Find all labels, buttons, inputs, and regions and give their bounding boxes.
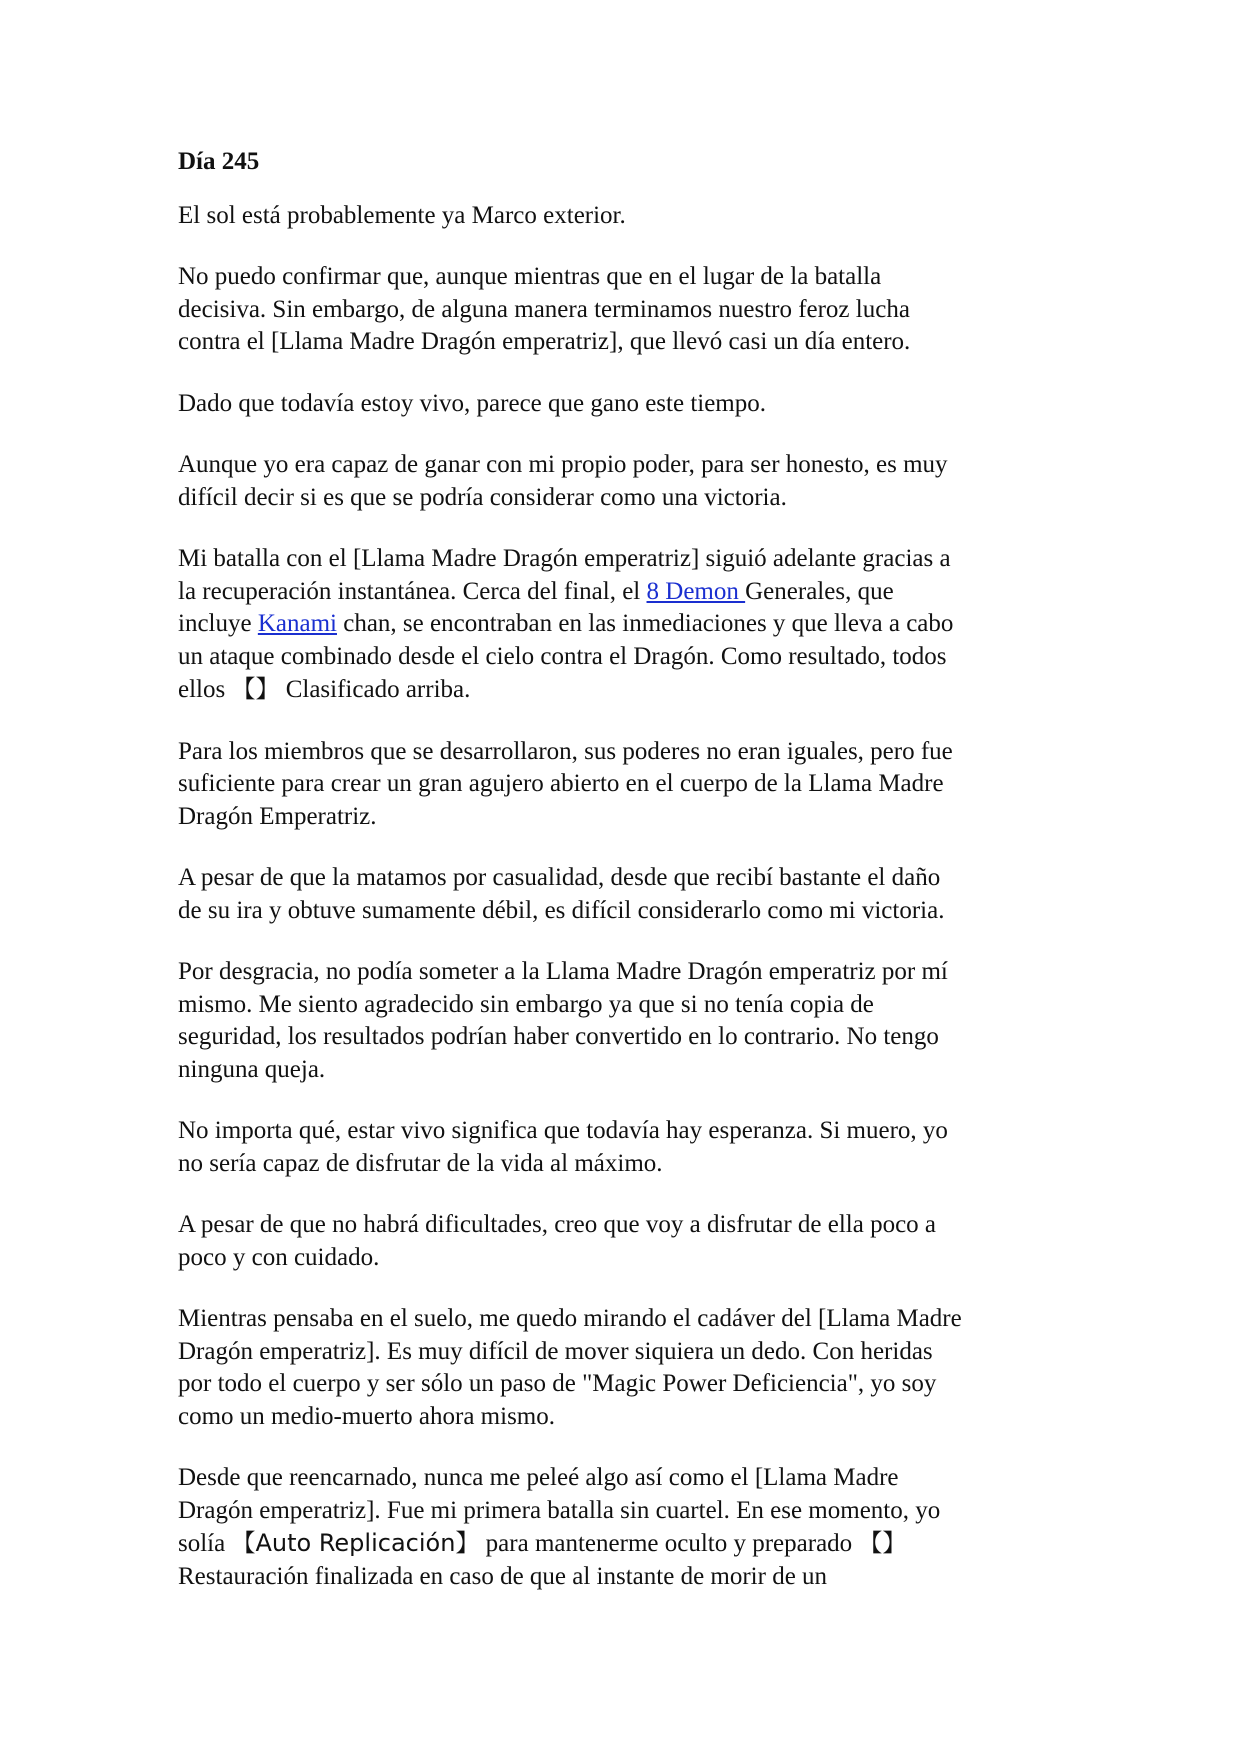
paragraph-line: suficiente para crear un gran agujero abierto en el cuerpo de la Llama Madre [178, 770, 944, 797]
paragraph-line: Restauración finalizada en caso de que al instante de morir de un [178, 1562, 828, 1590]
paragraph-line: difícil decir si es que se podría considerar como una victoria. [178, 483, 787, 511]
paragraph-1 [178, 200, 1078, 233]
paragraph-3 [178, 388, 1078, 421]
paragraph-9 [178, 1115, 1078, 1180]
paragraph-line: no sería capaz de disfrutar de la vida al máximo. [178, 1149, 663, 1177]
paragraph-line: Dragón emperatriz]. Es muy difícil de mover siquiera un dedo. Con heridas [178, 1337, 933, 1365]
paragraph-line: A pesar de que no habrá dificultades, creo que voy a disfrutar de ella poco a [178, 1211, 937, 1238]
paragraph-line: A pesar de que la matamos por casualidad, desde que recibí bastante el daño [178, 864, 941, 891]
text-segment: solía [178, 1530, 232, 1557]
document-page [178, 146, 1078, 1622]
paragraph-line: Mientras pensaba en el suelo, me quedo mirando el cadáver del [Llama Madre [178, 1305, 962, 1332]
paragraph-line [178, 1527, 1078, 1561]
text-segment: para mantenerme oculto y preparado [479, 1530, 859, 1557]
paragraph-line: No puedo confirmar que, aunque mientras que en el lugar de la batalla [178, 263, 882, 290]
paragraph-line: como un medio-muerto ahora mismo. [178, 1402, 556, 1430]
bracket-glyph: 【Auto Replicación】 [231, 1529, 480, 1557]
paragraph-line: Dragón Emperatriz. [178, 802, 377, 830]
text-segment: incluye [178, 610, 258, 637]
paragraph-line: Por desgracia, no podía someter a la Llama Madre Dragón emperatriz por mí [178, 958, 948, 985]
text-segment: Generales, que [745, 577, 894, 605]
paragraph-line: Dragón emperatriz]. Fue mi primera batalla sin cuartel. En ese momento, yo [178, 1496, 941, 1524]
text-segment: ellos [178, 676, 232, 703]
paragraph-4 [178, 449, 1078, 514]
paragraph-line: Para los miembros que se desarrollaron, sus poderes no eran iguales, pero fue [178, 737, 953, 765]
link-8-demon[interactable]: 8 Demon [646, 577, 746, 605]
paragraph-7 [178, 862, 1078, 927]
paragraph-12 [178, 1462, 1078, 1593]
bracket-glyph: 【】 [231, 675, 280, 703]
paragraph-line: ninguna queja. [178, 1055, 326, 1083]
text-segment: chan, se encontraban en las inmediaciones y que lleva a cabo [336, 610, 954, 637]
paragraph-line [178, 673, 1078, 707]
paragraph-line: No importa qué, estar vivo significa que todavía hay esperanza. Si muero, yo [178, 1117, 948, 1144]
paragraph-line: decisiva. Sin embargo, de alguna manera terminamos nuestro feroz lucha [178, 295, 910, 323]
paragraph-line: Aunque yo era capaz de ganar con mi propio poder, para ser honesto, es muy [178, 451, 948, 478]
paragraph-line: un ataque combinado desde el cielo contra el Dragón. Como resultado, todos [178, 642, 947, 670]
paragraph-line: contra el [Llama Madre Dragón emperatriz], que llevó casi un día entero. [178, 328, 911, 355]
paragraph-line: de su ira y obtuve sumamente débil, es difícil considerarlo como mi victoria. [178, 896, 945, 924]
paragraph-line: Mi batalla con el [Llama Madre Dragón emperatriz] siguió adelante gracias a [178, 545, 951, 572]
paragraph-10 [178, 1209, 1078, 1274]
link-kanami[interactable]: Kanami [257, 610, 337, 637]
text-segment: la recuperación instantánea. Cerca del final, el [178, 577, 647, 605]
paragraph-8 [178, 956, 1078, 1086]
paragraph-11 [178, 1303, 1078, 1433]
paragraph-line [178, 576, 1078, 609]
paragraph-line: seguridad, los resultados podrían haber convertido en lo contrario. No tengo [178, 1023, 939, 1050]
paragraph-line: poco y con cuidado. [178, 1243, 380, 1271]
paragraph-line: Dado que todavía estoy vivo, parece que gano este tiempo. [178, 389, 767, 417]
bracket-glyph: 【】 [858, 1529, 907, 1557]
paragraph-line: mismo. Me siento agradecido sin embargo ya que si no tenía copia de [178, 990, 874, 1018]
text-segment: Clasificado arriba. [279, 676, 471, 703]
paragraph-6 [178, 736, 1078, 834]
paragraph-line [178, 608, 1078, 641]
page-title: Día 245 [178, 148, 260, 175]
paragraph-5 [178, 543, 1078, 707]
paragraph-line: Desde que reencarnado, nunca me peleé algo así como el [Llama Madre [178, 1464, 899, 1491]
paragraph-line: El sol está probablemente ya Marco exterior. [178, 201, 626, 229]
paragraph-line: por todo el cuerpo y ser sólo un paso de "Magic Power Deficiencia", yo soy [178, 1370, 937, 1397]
paragraph-2 [178, 261, 1078, 359]
